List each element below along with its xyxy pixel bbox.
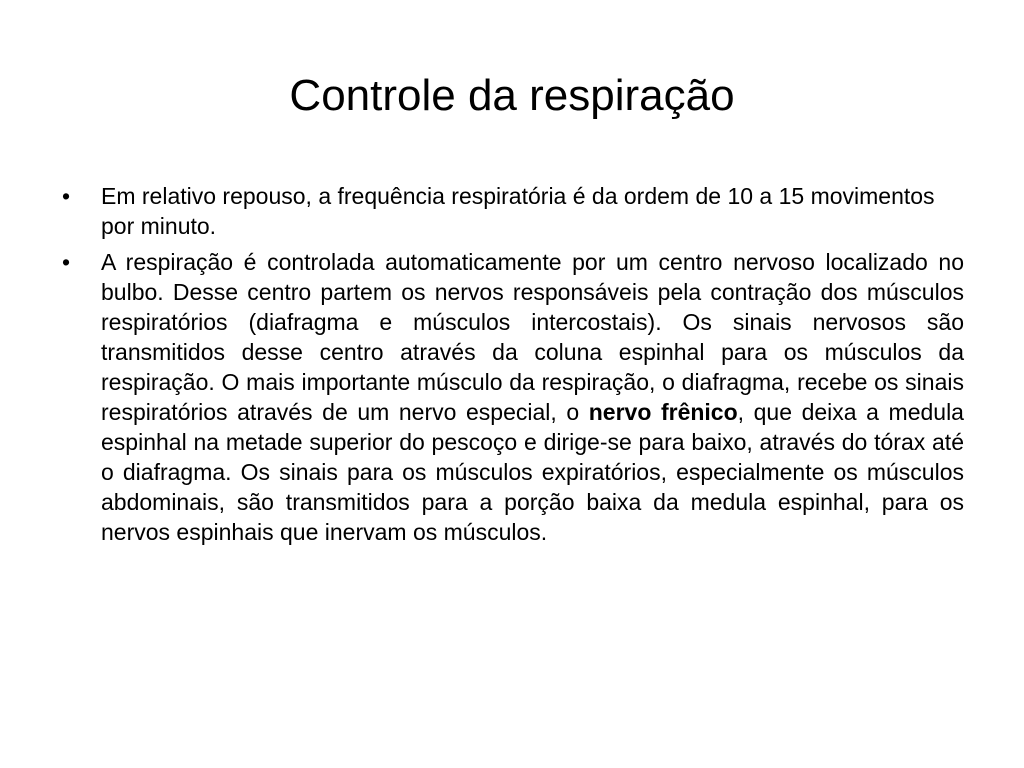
bold-term-nervo-frenico: nervo frênico bbox=[588, 399, 738, 425]
slide-title: Controle da respiração bbox=[289, 71, 735, 120]
bullet-text-frequency: Em relativo repouso, a frequência respiratória é da ordem de 10 a 15 movimentos por minuto. bbox=[101, 183, 935, 239]
bullet-item-control bbox=[60, 247, 964, 547]
bullet-text-control-before: A respiração é controlada automaticamente por um centro nervoso localizado no bulbo. Desse centro partem os nervos responsáveis pela contração dos músculos respiratórios (diafragma e músculos intercostais). Os sinais nervosos são transmitidos desse centro através da coluna espinhal para os músculos da respiração. O mais importante músculo da respiração, o diafragma, recebe os sinais respiratórios através de um nervo especial, o bbox=[101, 249, 964, 425]
bullet-dot-icon: • bbox=[62, 183, 71, 209]
bullet-text-control-after: , que deixa a medula espinhal na metade superior do pescoço e dirige-se para baixo, através do tórax até o diafragma. Os sinais para os músculos expiratórios, especialmente os músculos abdominais, são transmitidos para a porção baixa da medula espinhal, para os nervos espinhais que inervam os músculos. bbox=[101, 399, 964, 545]
bullet-item-frequency bbox=[60, 181, 964, 241]
bullet-list bbox=[60, 181, 964, 553]
bullet-dot-icon: • bbox=[62, 249, 71, 275]
